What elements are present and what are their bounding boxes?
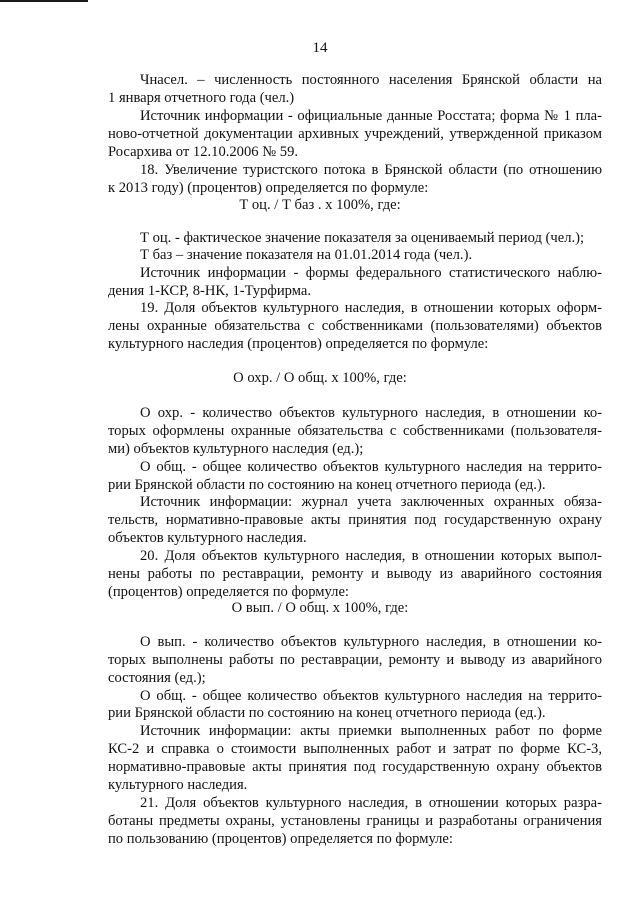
formula: Т оц. / Т баз . х 100%, где:: [239, 197, 401, 213]
text-line: торых оформлены охранные обязательства с собственниками (пользователя-: [108, 423, 602, 439]
text-line: рии Брянской области по состоянию на конец отчетного периода (ед.).: [108, 477, 546, 493]
text-line: торых выполнены работы по реставрации, ремонту и выводу из аварийного: [108, 652, 602, 668]
text-line: Источник информации - официальные данные Росстата; форма № 1 пла-: [140, 108, 602, 124]
top-rule: [0, 0, 88, 2]
text-line: по пользованию (процентов) определяется по формуле:: [108, 831, 453, 847]
text-line: Источник информации: журнал учета заключенных охранных обяза-: [140, 494, 602, 510]
formula: О охр. / О общ. х 100%, где:: [233, 370, 407, 386]
text-line: тельств, нормативно-правовые акты принятия под государственную охрану: [108, 512, 602, 528]
text-line: Чнасел. – численность постоянного населения Брянской области на: [140, 72, 602, 88]
text-line: О общ. - общее количество объектов культурного наследия на террито-: [140, 688, 602, 704]
text-line: культурного наследия (процентов) определяется по формуле:: [108, 336, 489, 352]
text-line: лены охранные обязательства с собственниками (пользователями) объектов: [108, 318, 602, 334]
text-line: ново-отчетной документации архивных учреждений, утвержденной приказом: [108, 126, 602, 142]
formula: О вып. / О общ. х 100%, где:: [231, 600, 409, 616]
text-line: нормативно-правовые акты принятия под государственную охрану объектов: [108, 759, 602, 775]
text-line: Т баз – значение показателя на 01.01.2014 года (чел.).: [140, 247, 473, 263]
text-line: объектов культурного наследия.: [108, 530, 307, 546]
text-line: 1 января отчетного года (чел.): [108, 90, 295, 106]
text-line: 18. Увеличение туристского потока в Брянской области (по отношению: [140, 162, 602, 178]
text-line: 19. Доля объектов культурного наследия, в отношении которых оформ-: [140, 300, 602, 316]
text-line: к 2013 году) (процентов) определяется по формуле:: [108, 180, 429, 196]
text-line: рии Брянской области по состоянию на конец отчетного периода (ед.).: [108, 705, 546, 721]
text-line: состояния (ед.);: [108, 670, 206, 686]
text-line: ботаны предметы охраны, установлены границы и разработаны ограничения: [108, 813, 602, 829]
text-line: 21. Доля объектов культурного наследия, в отношении которых разра-: [140, 795, 602, 811]
text-line: КС-2 и справка о стоимости выполненных работ и затрат по форме КС-3,: [108, 741, 602, 757]
text-line: О охр. - количество объектов культурного наследия, в отношении ко-: [140, 405, 602, 421]
text-line: дения 1-КСР, 8-НК, 1-Турфирма.: [108, 283, 311, 299]
page-number: 14: [312, 40, 328, 56]
text-line: нены работы по реставрации, ремонту и выводу из аварийного состояния: [108, 566, 602, 582]
text-line: О общ. - общее количество объектов культурного наследия на террито-: [140, 459, 602, 475]
text-line: (процентов) определяется по формуле:: [108, 584, 349, 600]
text-line: культурного наследия.: [108, 777, 248, 793]
text-line: Источник информации - формы федерального статистического наблю-: [140, 265, 602, 281]
text-line: Источник информации: акты приемки выполненных работ по форме: [140, 723, 602, 739]
text-line: 20. Доля объектов культурного наследия, в отношении которых выпол-: [140, 548, 602, 564]
text-line: Т оц. - фактическое значение показателя за оцениваемый период (чел.);: [140, 230, 585, 246]
text-line: ми) объектов культурного наследия (ед.);: [108, 441, 364, 457]
text-line: О вып. - количество объектов культурного наследия, в отношении ко-: [140, 634, 602, 650]
text-line: Росархива от 12.10.2006 № 59.: [108, 144, 299, 160]
